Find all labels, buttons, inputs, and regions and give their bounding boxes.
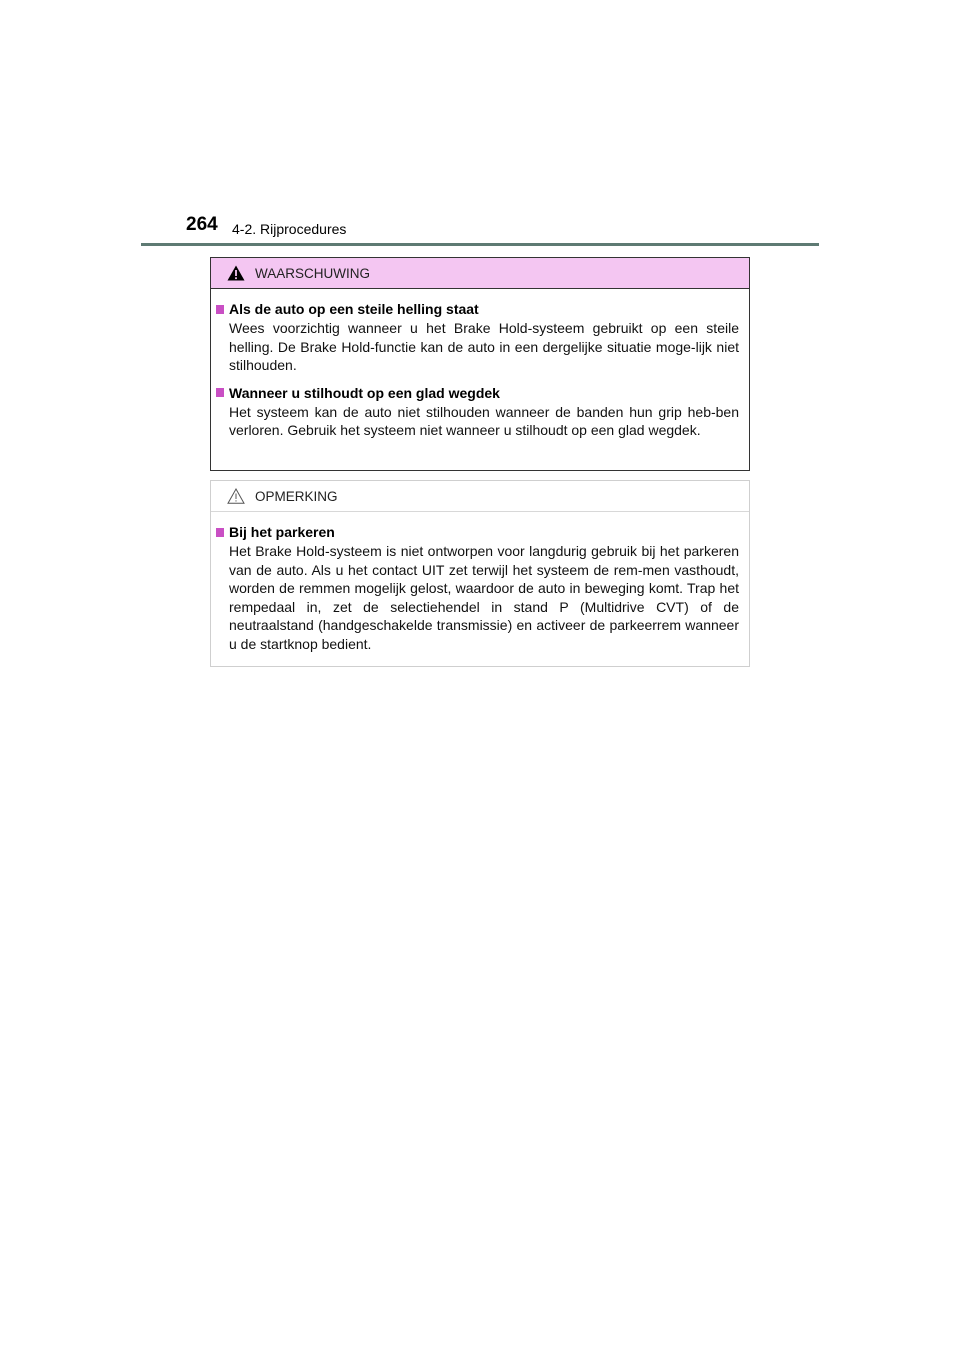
square-bullet-icon <box>216 528 224 537</box>
warning-label: WAARSCHUWING <box>255 265 370 281</box>
page-number: 264 <box>186 214 218 235</box>
warning-box <box>210 257 750 471</box>
warning-item-title-text: Als de auto op een steile helling staat <box>229 301 479 317</box>
header-rule <box>141 243 819 246</box>
warning-item-slippery-road <box>216 383 739 440</box>
warning-item-text: Wees voorzichtig wanneer u het Brake Hold-systeem gebruikt op een steile helling. De Brake Hold-functie kan de auto in een dergelijke situatie moge-lijk niet stilhouden. <box>229 320 739 373</box>
warning-item-title <box>216 299 739 319</box>
square-bullet-icon <box>216 388 224 397</box>
warning-item-title-text: Wanneer u stilhoudt op een glad wegdek <box>229 384 500 401</box>
warning-body <box>211 289 749 440</box>
note-item-text: Het Brake Hold-systeem is niet ontworpen voor langdurig gebruik bij het parkeren van de auto. Als u het contact UIT zet terwijl het systeem de rem-men vasthoudt, worden de remmen mogelijk gelost, waardoor de auto in beweging komt. Trap het rempedaal in, zet de selectiehendel in stand P (Multidrive CVT) of de neutraalstand (handgeschakelde transmissie) en activeer de parkeerrem wanneer u de startknop bedient. <box>229 543 739 652</box>
section-title: 4-2. Rijprocedures <box>232 221 347 237</box>
note-header <box>211 481 749 512</box>
note-body <box>211 512 749 653</box>
warning-header <box>211 258 749 289</box>
warning-item-steep-slope <box>216 299 739 375</box>
warning-item-text: Het systeem kan de auto niet stilhouden wanneer de banden hun grip heb-ben verloren. Gebruik het systeem niet wanneer u stilhoudt op een glad wegdek. <box>229 403 739 438</box>
note-item-parking <box>216 522 739 653</box>
warning-item-title <box>216 383 739 403</box>
note-box <box>210 480 750 667</box>
note-label: OPMERKING <box>255 488 338 504</box>
note-item-title-text: Bij het parkeren <box>229 524 335 540</box>
square-bullet-icon <box>216 305 224 314</box>
warning-triangle-icon <box>227 265 245 281</box>
note-item-title <box>216 522 739 542</box>
caution-triangle-outline-icon <box>227 488 245 504</box>
